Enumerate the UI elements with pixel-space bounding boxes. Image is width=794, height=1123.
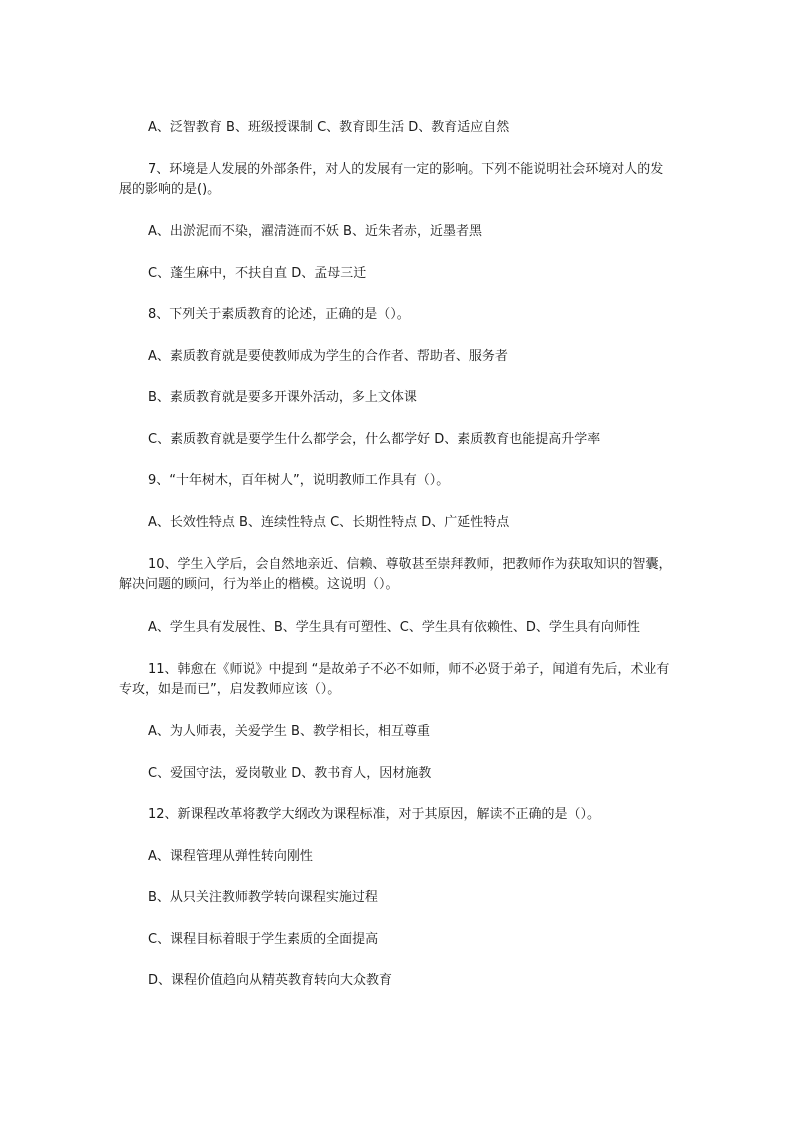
answer-options-q9: A、长效性特点 B、连续性特点 C、长期性特点 D、广延性特点 <box>148 515 510 530</box>
question-7: 7、环境是人发展的外部条件，对人的发展有一定的影响。下列不能说明社会环境对人的发展的影响的是()。 <box>119 162 664 197</box>
answer-option-q8-b: B、素质教育就是要多开课外活动，多上文体课 <box>148 390 417 405</box>
answer-options-q7-cd: C、蓬生麻中，不扶自直 D、孟母三迁 <box>148 266 367 281</box>
answer-option-q12-a: A、课程管理从弹性转向刚性 <box>148 849 313 864</box>
question-10: 10、学生入学后，会自然地亲近、信赖、尊敬甚至崇拜教师，把教师作为获取知识的智囊，解决问题的顾问，行为举止的楷模。这说明（）。 <box>119 557 672 592</box>
answer-option-q12-d: D、课程价值趋向从精英教育转向大众教育 <box>148 973 393 988</box>
answer-options-q11-ab: A、为人师表，关爱学生 B、教学相长，相互尊重 <box>148 724 430 739</box>
question-11: 11、韩愈在《师说》中提到 “是故弟子不必不如师，师不必贤于弟子，闻道有先后，术业有专攻，如是而已”，启发教师应该（）。 <box>119 662 670 697</box>
answer-option-q12-c: C、课程目标着眼于学生素质的全面提高 <box>148 932 379 947</box>
answer-options-q8-cd: C、素质教育就是要学生什么都学会，什么都学好 D、素质教育也能提高升学率 <box>148 432 601 447</box>
answer-options-q6: A、泛智教育 B、班级授课制 C、教育即生活 D、教育适应自然 <box>148 120 510 135</box>
answer-options-q7-ab: A、出淤泥而不染，濯清涟而不妖 B、近朱者赤，近墨者黑 <box>148 224 482 239</box>
question-9: 9、“十年树木，百年树人”，说明教师工作具有（）。 <box>148 473 450 488</box>
answer-option-q8-a: A、素质教育就是要使教师成为学生的合作者、帮助者、服务者 <box>148 349 508 364</box>
question-12: 12、新课程改革将教学大纲改为课程标准，对于其原因，解读不正确的是（）。 <box>148 807 601 822</box>
answer-options-q11-cd: C、爱国守法，爱岗敬业 D、教书育人，因材施教 <box>148 766 432 781</box>
answer-option-q12-b: B、从只关注教师教学转向课程实施过程 <box>148 890 378 905</box>
question-8: 8、下列关于素质教育的论述，正确的是（）。 <box>148 307 410 322</box>
answer-options-q10: A、学生具有发展性、B、学生具有可塑性、C、学生具有依赖性、D、学生具有向师性 <box>148 620 640 635</box>
